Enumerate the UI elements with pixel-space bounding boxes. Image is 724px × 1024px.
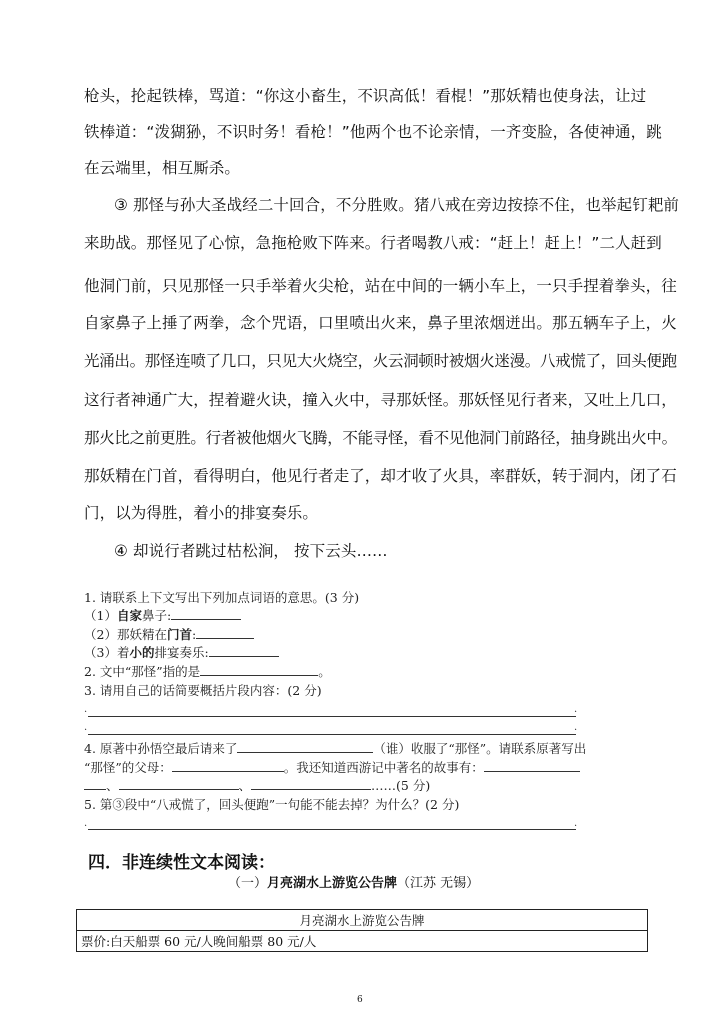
- answer-blank[interactable]: [237, 740, 373, 753]
- line-bullet: .: [574, 704, 578, 715]
- section-title: 四．非连续性文本阅读：: [88, 853, 275, 873]
- passage-line: 来助战。那怪见了心惊，急拖枪败下阵来。行者喝教八戒：“赶上！赶上！”二人赶到: [84, 234, 662, 252]
- passage-line: 他洞门前，只见那怪一只手举着火尖枪，站在中间的一辆小车上，一只手捏着拳头，往: [84, 277, 677, 295]
- answer-blank[interactable]: [196, 626, 254, 639]
- subsection-source: （江苏 无锡）: [397, 876, 480, 891]
- line-bullet: .: [574, 722, 578, 733]
- question-3: 3. 请用自己的话简要概括片段内容：(2 分): [84, 683, 322, 698]
- question-text: 。我还知道西游记中著名的故事有：: [283, 760, 484, 775]
- question-4-line-3: [84, 777, 430, 795]
- question-4-line-2: [84, 759, 580, 777]
- table-row: [77, 931, 648, 952]
- passage-line: 光涌出。那怪连喷了几口，只见大火烧空，火云洞顿时被烟火迷漫。八戒慌了，回头便跑: [84, 352, 677, 370]
- answer-line[interactable]: [88, 734, 576, 735]
- line-bullet: .: [84, 722, 88, 733]
- answer-blank[interactable]: [119, 777, 239, 790]
- passage-paragraph-3-start: ③ 那怪与孙大圣战经二十回合，不分胜败。猪八戒在旁边按捺不住，也举起钉耙前: [114, 196, 680, 214]
- answer-blank[interactable]: [172, 759, 284, 772]
- passage-line: 那妖精在门首，看得明白，他见行者走了，却才收了火具，率群妖，转于洞内，闭了石: [84, 467, 677, 485]
- question-2: [84, 663, 331, 681]
- passage-line: 门，以为得胜，着小的排宴奏乐。: [84, 504, 319, 522]
- question-text: 2. 文中“那怪”指的是: [84, 664, 201, 679]
- question-1-item-1: [84, 607, 241, 625]
- passage-line: 在云端里，相互厮杀。: [84, 159, 241, 177]
- passage-paragraph-4-start: ④ 却说行者跳过枯松涧， 按下云头……: [114, 542, 388, 560]
- separator: 、: [106, 778, 119, 793]
- item-prefix: （2）那妖精在: [84, 627, 167, 642]
- question-1-item-3: [84, 644, 279, 662]
- answer-line[interactable]: [88, 829, 576, 830]
- dotted-word: 小的: [129, 645, 155, 660]
- question-5: 5. 第③段中“八戒慌了，回头便跑”一句能不能去掉？为什么？(2 分): [84, 797, 460, 812]
- question-text: “那怪”的父母：: [84, 760, 172, 775]
- question-1: 1. 请联系上下文写出下列加点词语的意思。(3 分): [84, 590, 360, 605]
- answer-blank[interactable]: [84, 777, 106, 790]
- table-row: [77, 910, 648, 931]
- line-bullet: .: [84, 818, 88, 829]
- question-text: 。: [318, 664, 331, 679]
- item-rest: 排宴奏乐:: [154, 645, 209, 660]
- answer-blank[interactable]: [209, 644, 279, 657]
- page-number: 6: [357, 995, 363, 1005]
- item-prefix: （1）: [84, 608, 117, 623]
- table-cell: 票价:白天船票 60 元/人晚间船票 80 元/人: [77, 931, 648, 952]
- passage-line: 自家鼻子上捶了两拳，念个咒语，口里喷出火来，鼻子里浓烟迸出。那五辆车子上，火: [84, 314, 677, 332]
- separator: 、: [238, 778, 252, 793]
- passage-line: 铁棒道：“泼猢狲，不识时务！看枪！”他两个也不论亲情，一齐变脸，各使神通，跳: [84, 123, 662, 141]
- answer-blank[interactable]: [484, 759, 580, 772]
- item-prefix: （3）着: [84, 645, 130, 660]
- line-bullet: .: [574, 818, 578, 829]
- question-text: ……(5 分): [371, 778, 431, 793]
- item-rest: :: [191, 627, 197, 642]
- subsection-name: 月亮湖水上游览公告牌: [267, 876, 398, 891]
- dotted-word: 自家: [116, 608, 142, 623]
- notice-table: [76, 909, 648, 952]
- line-bullet: .: [84, 704, 88, 715]
- question-text: 4. 原著中孙悟空最后请来了: [84, 741, 238, 756]
- passage-line: 枪头，抡起铁棒，骂道：“你这小畜生，不识高低！看棍！”那妖精也使身法，让过: [84, 87, 647, 105]
- answer-blank[interactable]: [171, 607, 241, 620]
- item-rest: 鼻子:: [141, 608, 172, 623]
- answer-blank[interactable]: [200, 663, 318, 676]
- table-header-cell: 月亮湖水上游览公告牌: [77, 910, 648, 931]
- question-text: （谁）收服了“那怪”。请联系原著写出: [373, 741, 587, 756]
- answer-blank[interactable]: [251, 777, 371, 790]
- passage-line: 这行者神通广大，捏着避火诀，撞入火中，寻那妖怪。那妖怪见行者来，又吐上几口，: [84, 391, 677, 409]
- question-1-item-2: [84, 626, 254, 644]
- question-4-line-1: [84, 740, 586, 758]
- passage-line: 那火比之前更胜。行者被他烟火飞腾，不能寻怪，看不见他洞门前路径，抽身跳出火中。: [84, 429, 677, 447]
- answer-line[interactable]: [88, 716, 576, 717]
- subsection-title: [228, 872, 479, 891]
- dotted-word: 门首: [166, 627, 192, 642]
- subsection-prefix: （一）: [228, 876, 268, 891]
